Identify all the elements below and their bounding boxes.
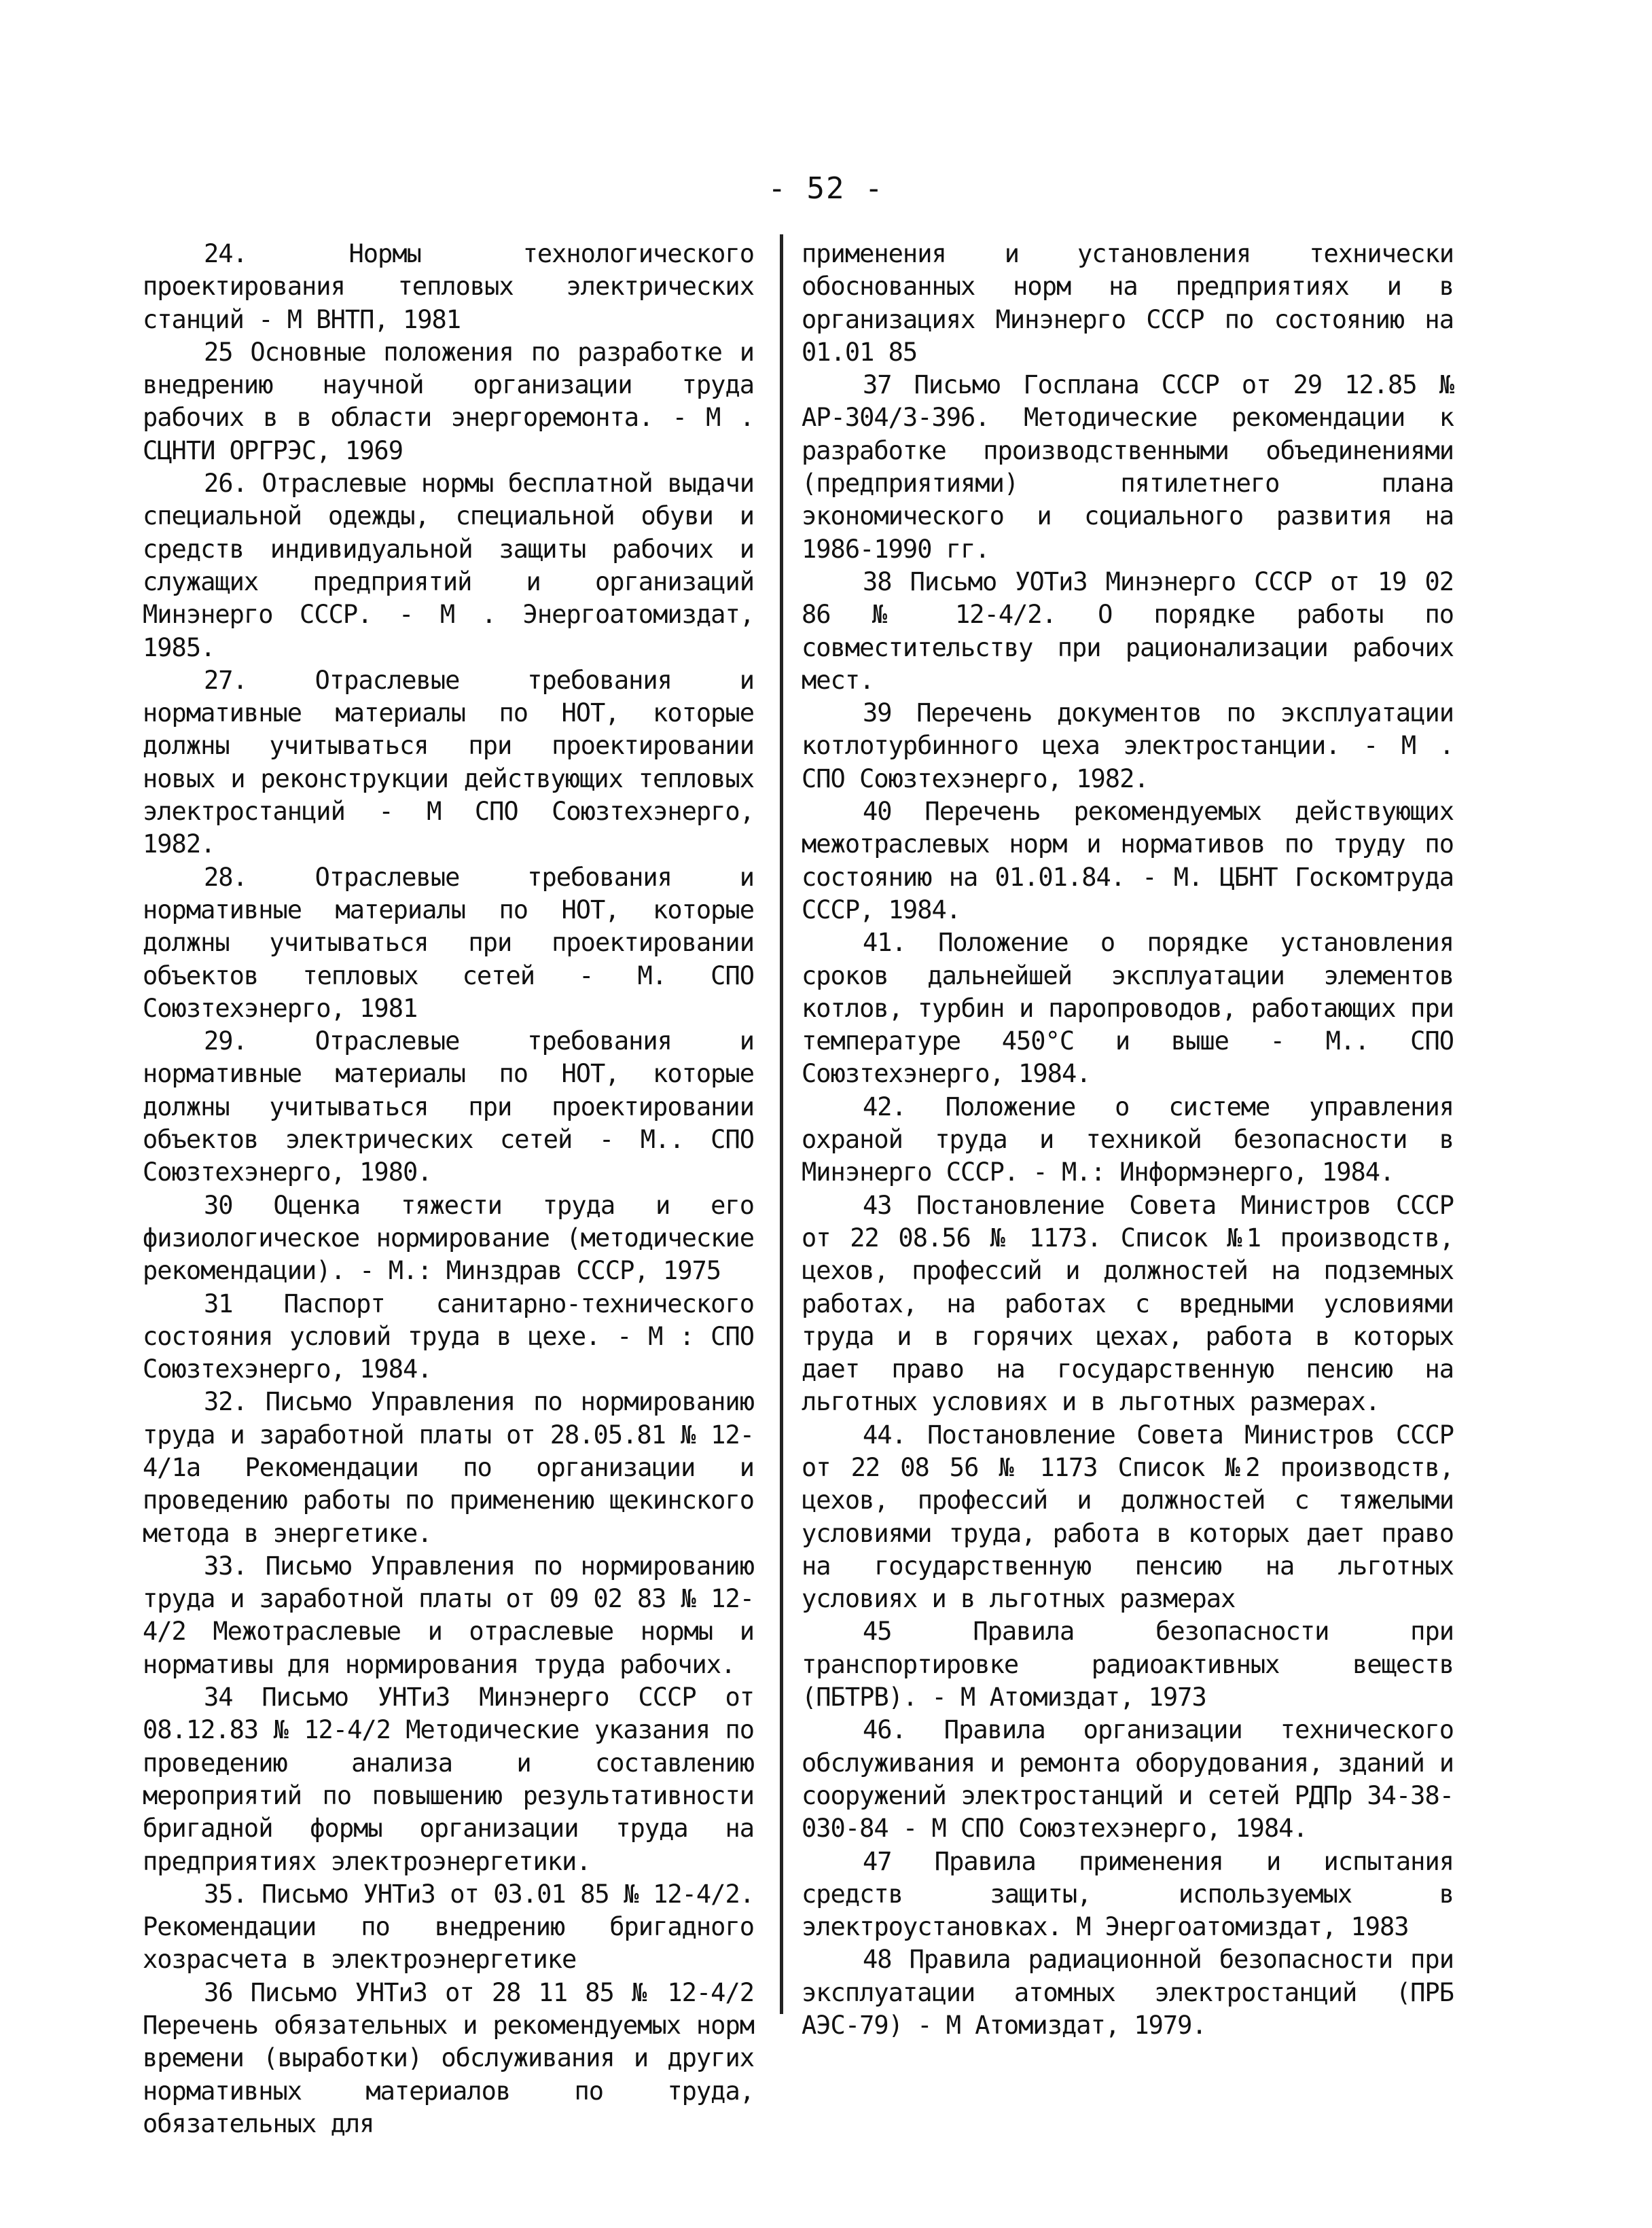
reference-entry: 40 Перечень рекомендуемых действующих межотраслевых норм и нормативов по труду по состоянию на 01.01.84. - М. ЦБНТ Госкомтруда СССР, 1984.: [802, 797, 1454, 924]
reference-entry: 33. Письмо Управления по нормированию труда и заработной платы от 09 02 83 № 12-4/2 Межотраслевые и отраслевые нормы и нормативы для нормирования труда рабочих.: [143, 1551, 754, 1679]
reference-entry: 48 Правила радиационной безопасности при эксплуатации атомных электростанций (ПРБ АЭС-79) - М Атомиздат, 1979.: [802, 1945, 1454, 2041]
reference-entry: 39 Перечень документов по эксплуатации котлотурбинного цеха электростанции. - М . СПО Союзтехэнерго, 1982.: [802, 698, 1454, 793]
reference-entry: 34 Письмо УНТиЗ Минэнерго СССР от 08.12.83 № 12-4/2 Методические указания по проведению анализа и составлению мероприятий по повышению результативности бригадной формы организации труда на предприятиях электроэнергетики.: [143, 1683, 754, 1876]
reference-continuation: применения и установления технически обоснованных норм на предприятиях и в организациях Минэнерго СССР по состоянию на 01.01 85: [802, 239, 1454, 367]
reference-entry: 27. Отраслевые требования и нормативные материалы по НОТ, которые должны учитываться при проектировании новых и реконструкции действующих тепловых электростанций - М СПО Союзтехэнерго, 1982.: [143, 665, 754, 859]
reference-entry: 30 Оценка тяжести труда и его физиологическое нормирование (методические рекомендации). - М.: Минздрав СССР, 1975: [143, 1190, 754, 1286]
reference-entry: 35. Письмо УНТиЗ от 03.01 85 № 12-4/2. Рекомендации по внедрению бригадного хозрасчета в электроэнергетике: [143, 1879, 754, 1975]
reference-entry: 37 Письмо Госплана СССР от 29 12.85 № АР-304/3-396. Методические рекомендации к разработке производственными объединениями (предприятиями) пятилетнего плана экономического и социального развития на 1986-1990 гг.: [802, 370, 1454, 564]
reference-entry: 43 Постановление Совета Министров СССР от 22 08.56 № 1173. Список №1 производств, цехов, профессий и должностей на подземных работах, на работах с вредными условиями труда и в горячих цехах, работа в которых дает право на государственную пенсию на льготных условиях и в льготных размерах.: [802, 1190, 1454, 1417]
left-column: [143, 238, 754, 2140]
reference-entry: 38 Письмо УОТиЗ Минэнерго СССР от 19 02 86 № 12-4/2. О порядке работы по совместительству при рационализации рабочих мест.: [802, 567, 1454, 695]
reference-entry: 25 Основные положения по разработке и внедрению научной организации труда рабочих в в области энергоремонта. - М . СЦНТИ ОРГРЭС, 1969: [143, 337, 754, 465]
reference-entry: 28. Отраслевые требования и нормативные материалы по НОТ, которые должны учитываться при проектировании объектов тепловых сетей - М. СПО Союзтехэнерго, 1981: [143, 862, 754, 1023]
reference-entry: 36 Письмо УНТиЗ от 28 11 85 № 12-4/2 Перечень обязательных и рекомендуемых норм времени (выработки) обслуживания и других нормативных материалов по труда, обязательных для: [143, 1977, 754, 2138]
right-column: [802, 238, 1454, 2042]
reference-entry: 44. Постановление Совета Министров СССР от 22 08 56 № 1173 Список №2 производств, цехов, профессий и должностей с тяжелыми условиями труда, работа в которых дает право на государственную пенсию на льготных условиях и в льготных размерах: [802, 1420, 1454, 1614]
reference-entry: 26. Отраслевые нормы бесплатной выдачи специальной одежды, специальной обуви и средств индивидуальной защиты рабочих и служащих предприятий и организаций Минэнерго СССР. - М . Энергоатомиздат, 1985.: [143, 469, 754, 662]
reference-entry: 42. Положение о системе управления охраной труда и техникой безопасности в Минэнерго СССР. - М.: Информэнерго, 1984.: [802, 1092, 1454, 1187]
reference-entry: 31 Паспорт санитарно-технического состояния условий труда в цехе. - М : СПО Союзтехэнерго, 1984.: [143, 1289, 754, 1384]
reference-entry: 32. Письмо Управления по нормированию труда и заработной платы от 28.05.81 № 12-4/1а Рекомендации по организации и проведению работы по применению щекинского метода в энергетике.: [143, 1387, 754, 1548]
page-number: - 52 -: [768, 171, 884, 206]
reference-entry: 29. Отраслевые требования и нормативные материалы по НОТ, которые должны учитываться при проектировании объектов электрических сетей - М.. СПО Союзтехэнерго, 1980.: [143, 1026, 754, 1187]
reference-entry: 46. Правила организации технического обслуживания и ремонта оборудования, зданий и сооружений электростанций и сетей РДПр 34-38-030-84 - М СПО Союзтехэнерго, 1984.: [802, 1715, 1454, 1844]
column-divider: [780, 234, 783, 2014]
reference-entry: 47 Правила применения и испытания средств защиты, используемых в электроустановках. М Энергоатомиздат, 1983: [802, 1846, 1454, 1942]
reference-entry: 24. Нормы технологического проектирования тепловых электрических станций - М ВНТП, 1981: [143, 239, 754, 334]
reference-entry: 41. Положение о порядке установления сроков дальнейшей эксплуатации элементов котлов, турбин и паропроводов, работающих при температуре 450°С и выше - М.. СПО Союзтехэнерго, 1984.: [802, 928, 1454, 1089]
reference-entry: 45 Правила безопасности при транспортировке радиоактивных веществ (ПБТРВ). - М Атомиздат, 1973: [802, 1617, 1454, 1712]
